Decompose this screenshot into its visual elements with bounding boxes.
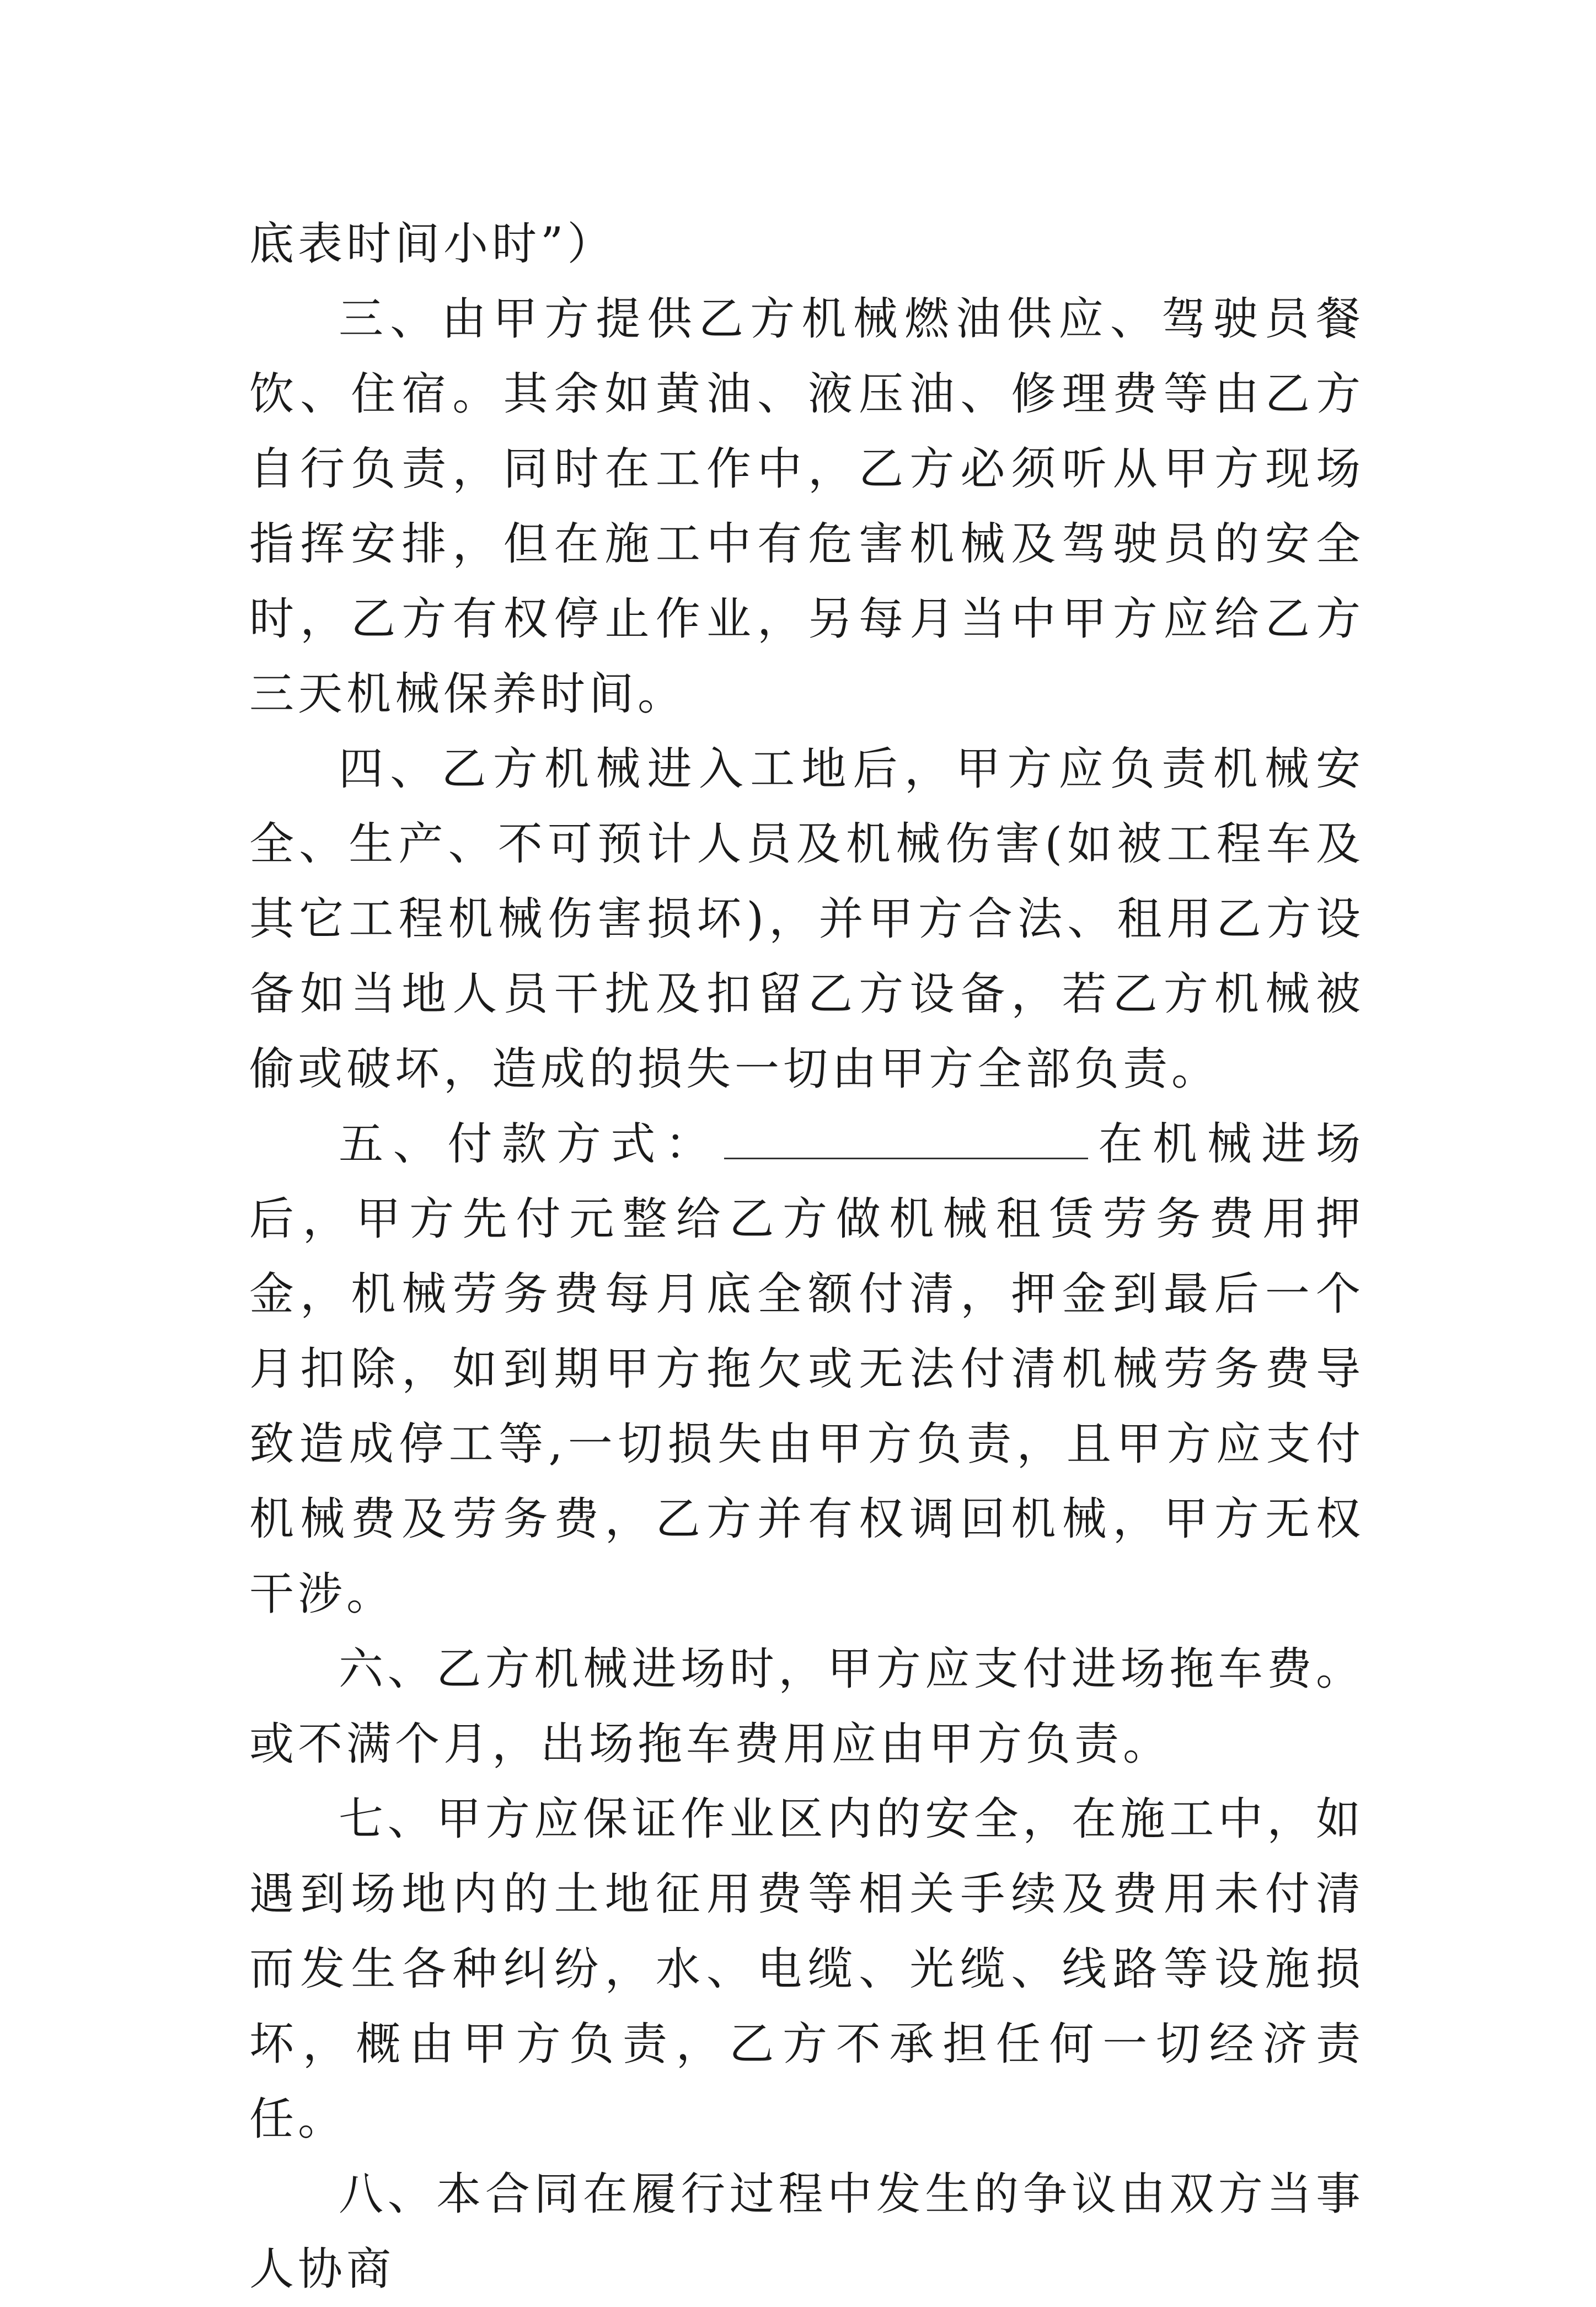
paragraph-continuation: 底表时间小时”） xyxy=(249,218,616,270)
contract-body xyxy=(249,207,1364,2307)
clause-7: 七、甲方应保证作业区内的安全，在施工中，如遇到场地内的土地征用费等相关手续及费用未付清而发生各种纠纷，水、电缆、光缆、线路等设施损坏，概由甲方负责，乙方不承担任何一切经济责任。 xyxy=(249,1794,1364,2145)
clause-3: 三、由甲方提供乙方机械燃油供应、驾驶员餐饮、住宿。其余如黄油、液压油、修理费等由乙方自行负责，同时在工作中，乙方必须听从甲方现场指挥安排，但在施工中有危害机械及驾驶员的安全时，乙方有权停止作业，另每月当中甲方应给乙方三天机械保养时间。 xyxy=(249,293,1364,720)
clause-5-body: 在机械进场后，甲方先付元整给乙方做机械租赁劳务费用押金，机械劳务费每月底全额付清，押金到最后一个月扣除，如到期甲方拖欠或无法付清机械劳务费导致造成停工等,一切损失由甲方负责，且甲方应支付机械费及劳务费，乙方并有权调回机械，甲方无权干涉。 xyxy=(249,1118,1364,1620)
clause-8: 八、本合同在履行过程中发生的争议由双方当事人协商 xyxy=(249,2169,1364,2295)
clause-4: 四、乙方机械进入工地后，甲方应负责机械安全、生产、不可预计人员及机械伤害(如被工程车及其它工程机械伤害损坏)，并甲方合法、租用乙方设备如当地人员干扰及扣留乙方设备，若乙方机械被偷或破坏，造成的损失一切由甲方全部负责。 xyxy=(249,743,1364,1095)
clause-5-lead: 五、付款方式： xyxy=(339,1118,720,1170)
clause-5 xyxy=(249,1107,1364,1632)
clause-6: 六、乙方机械进场时，甲方应支付进场拖车费。或不满个月，出场拖车费用应由甲方负责。 xyxy=(249,1644,1364,1770)
payment-method-blank xyxy=(724,1119,1088,1159)
